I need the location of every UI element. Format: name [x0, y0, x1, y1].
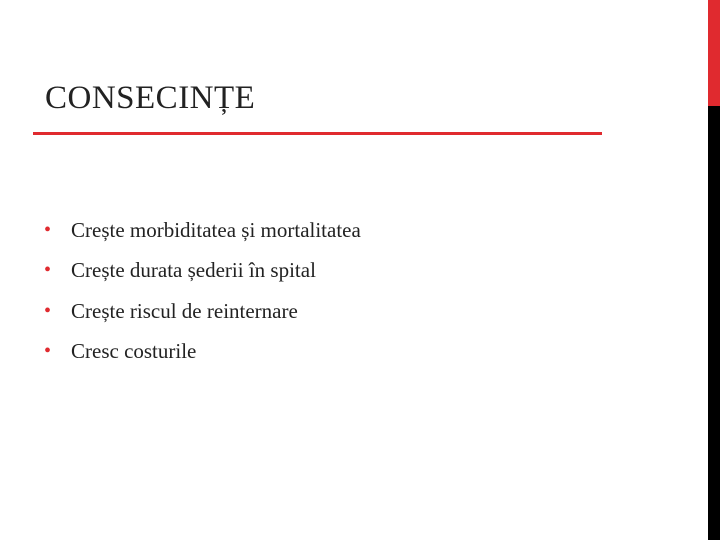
list-item — [44, 332, 361, 373]
bullet-icon: • — [44, 340, 52, 363]
bullet-text: Crește morbiditatea și mortalitatea — [71, 217, 361, 242]
bullet-text: Crește riscul de reinternare — [71, 298, 298, 323]
list-item — [44, 251, 361, 292]
slide-title: CONSECINȚE — [45, 80, 256, 116]
bullet-text: Crește durata șederii în spital — [71, 258, 316, 283]
bullet-text: Cresc costurile — [71, 339, 197, 364]
list-item — [44, 210, 361, 251]
bullet-icon: • — [44, 299, 52, 322]
bullet-icon: • — [44, 259, 52, 282]
title-underline — [33, 132, 602, 135]
side-bar-accent — [708, 0, 720, 106]
bullet-list — [44, 210, 361, 372]
bullet-icon: • — [44, 218, 52, 241]
list-item — [44, 291, 361, 332]
side-bar — [708, 0, 720, 540]
